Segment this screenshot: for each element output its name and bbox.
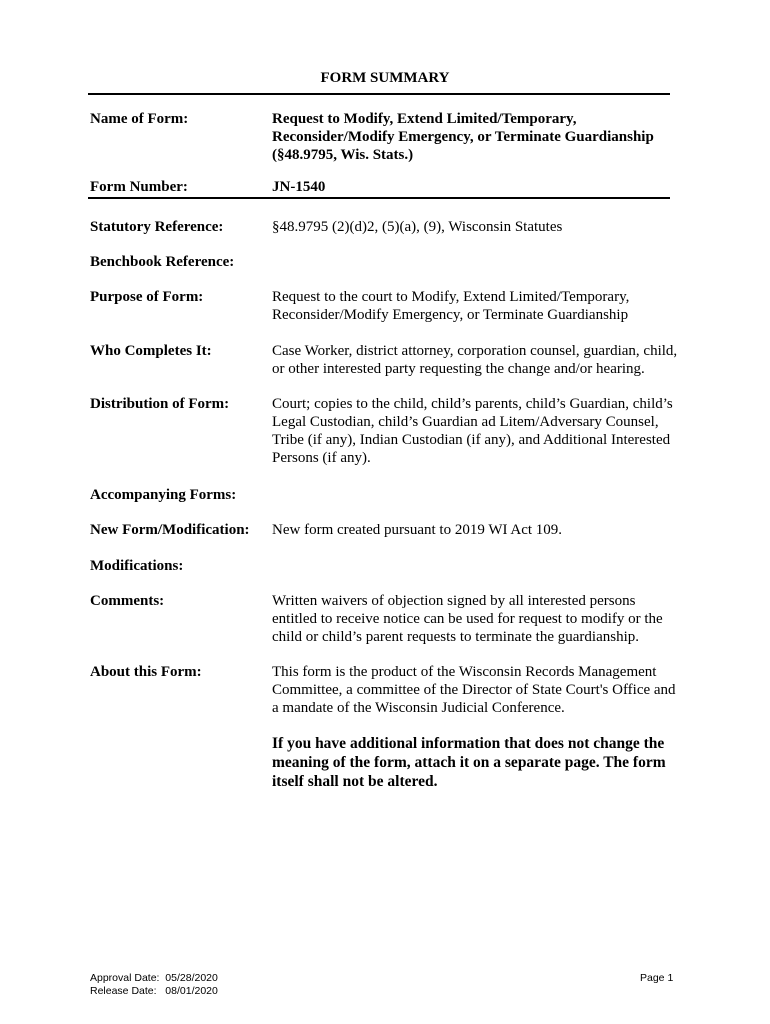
top-divider bbox=[88, 93, 670, 95]
row-label: About this Form: bbox=[90, 664, 202, 680]
row-label: Who Completes It: bbox=[90, 343, 212, 359]
row-value: Court; copies to the child, child’s parents, child’s Guardian, child’s Legal Custodian, child’s Guardian ad Litem/Adversary Counsel, Tribe (if any), Indian Custodian (if any), and Additional Interested Persons (if any). bbox=[272, 396, 673, 466]
row-label: Purpose of Form: bbox=[90, 289, 204, 305]
row-label: Accompanying Forms: bbox=[90, 487, 237, 503]
row-value: JN-1540 bbox=[272, 179, 326, 195]
row-label: Name of Form: bbox=[90, 111, 189, 127]
row-label: Comments: bbox=[90, 593, 165, 609]
alteration-notice: If you have additional information that does not change the meaning of the form, attach it on a separate page. The form itself shall not be altered. bbox=[272, 735, 666, 790]
row-value: This form is the product of the Wisconsin Records Management Committee, a committee of the Director of State Court's Office and a mandate of the Wisconsin Judicial Conference. bbox=[272, 664, 676, 716]
row-label: Modifications: bbox=[90, 558, 184, 574]
row-value: Request to the court to Modify, Extend Limited/Temporary, Reconsider/Modify Emergency, or Terminate Guardianship bbox=[272, 289, 630, 323]
form-number-divider bbox=[88, 197, 670, 199]
page-title: FORM SUMMARY bbox=[320, 70, 450, 86]
row-label: Distribution of Form: bbox=[90, 396, 230, 412]
row-value: Case Worker, district attorney, corporation counsel, guardian, child, or other interested party requesting the change and/or hearing. bbox=[272, 343, 678, 377]
approval-date: Approval Date: 05/28/2020 bbox=[90, 972, 218, 984]
row-value: §48.9795 (2)(d)2, (5)(a), (9), Wisconsin Statutes bbox=[272, 219, 563, 235]
row-label: Form Number: bbox=[90, 179, 188, 195]
row-label: Benchbook Reference: bbox=[90, 254, 235, 270]
row-value: New form created pursuant to 2019 WI Act 109. bbox=[272, 522, 563, 538]
row-value: Written waivers of objection signed by all interested persons entitled to receive notice can be used for request to modify or the child or child’s parent requests to terminate the guardianship. bbox=[272, 593, 663, 645]
page-number: Page 1 bbox=[640, 972, 674, 984]
footer-dates bbox=[90, 972, 218, 998]
row-value: Request to Modify, Extend Limited/Temporary, Reconsider/Modify Emergency, or Terminate Guardianship (§48.9795, Wis. Stats.) bbox=[272, 111, 654, 163]
release-date: Release Date: 08/01/2020 bbox=[90, 985, 218, 997]
row-label: New Form/Modification: bbox=[90, 522, 250, 538]
row-label: Statutory Reference: bbox=[90, 219, 224, 235]
